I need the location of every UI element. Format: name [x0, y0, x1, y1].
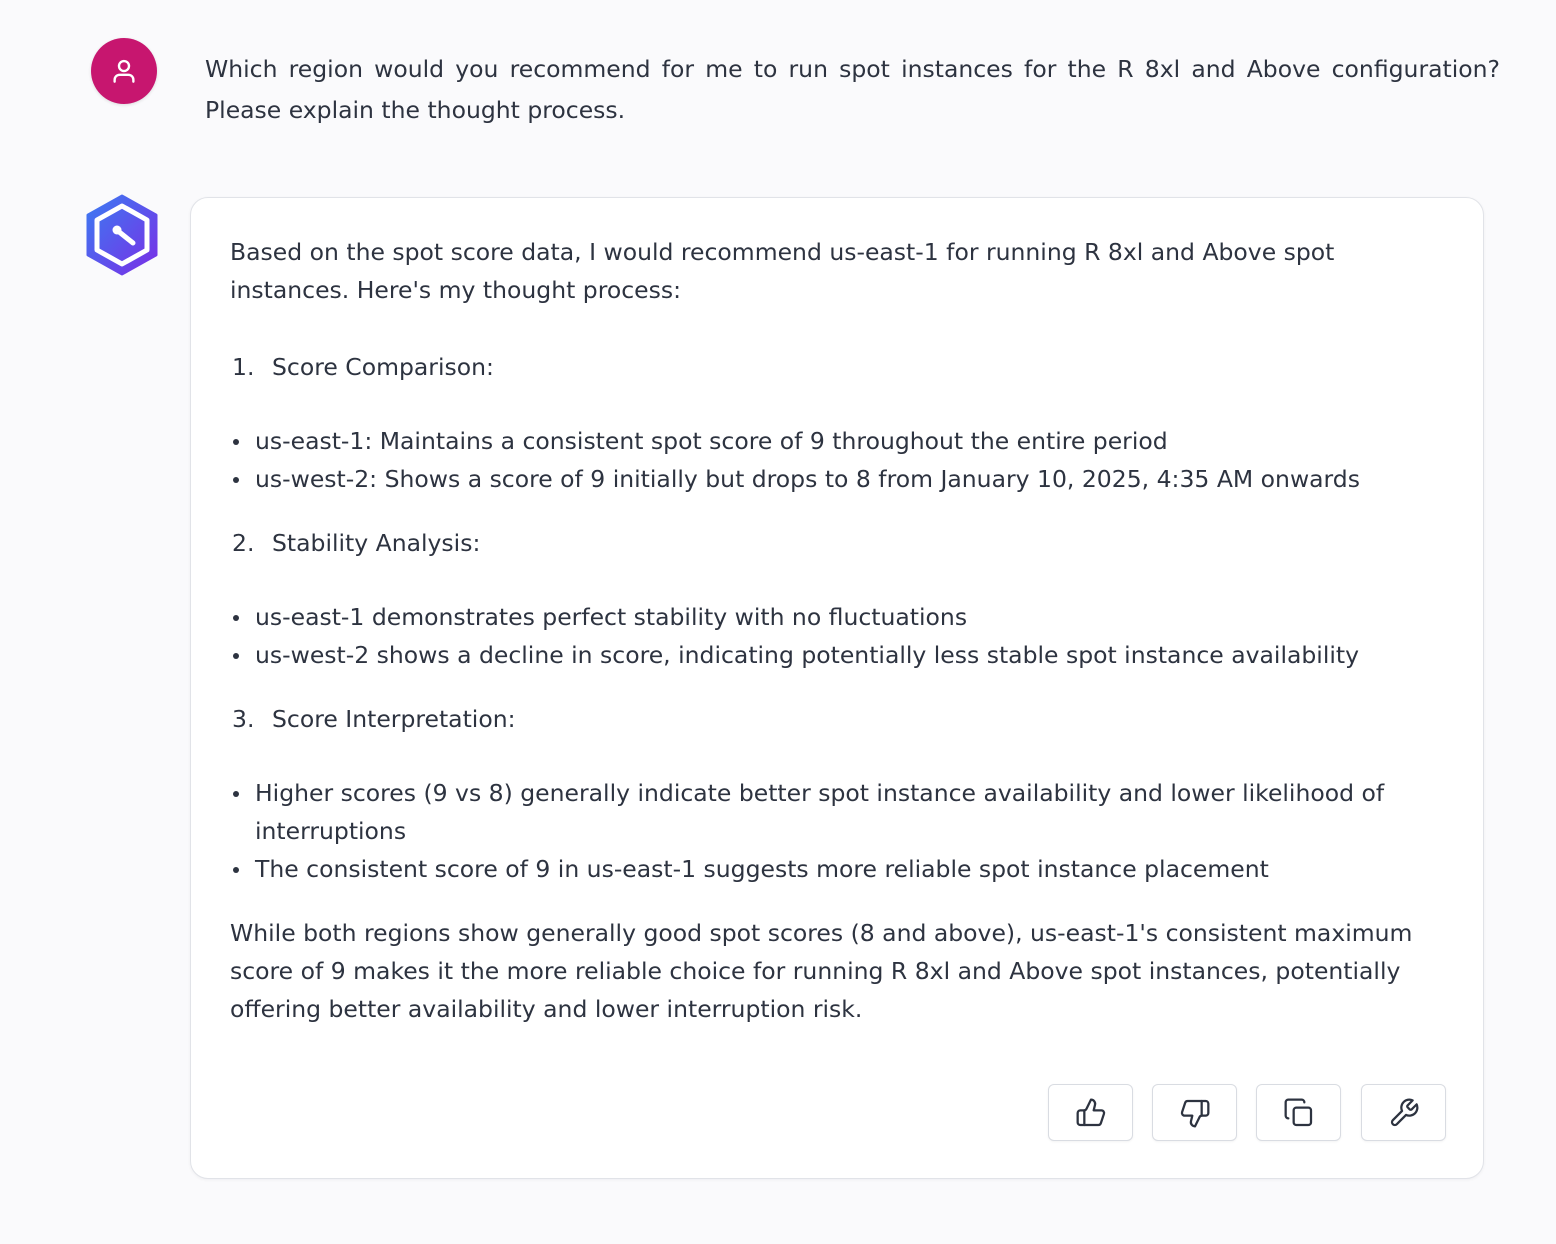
- response-conclusion: While both regions show generally good spot scores (8 and above), us-east-1's consistent maximum score of 9 makes it the more reliable choice for running R 8xl and Above spot instances, potentially offering better availability and lower interruption risk.: [230, 919, 1413, 1023]
- bullet-list: [230, 422, 1450, 498]
- user-icon: [109, 56, 139, 86]
- section-heading: [230, 348, 1450, 386]
- assistant-response: [230, 233, 1450, 1028]
- list-item: us-west-2: Shows a score of 9 initially but drops to 8 from January 10, 2025, 4:35 AM onwards: [230, 460, 1450, 498]
- settings-tool-button[interactable]: [1361, 1084, 1446, 1141]
- bullet-list: [230, 598, 1450, 674]
- section-title: Score Interpretation:: [272, 705, 516, 733]
- thumbs-down-button[interactable]: [1152, 1084, 1237, 1141]
- section-number: 3.: [232, 705, 255, 733]
- copy-button[interactable]: [1256, 1084, 1341, 1141]
- section-heading: [230, 700, 1450, 738]
- section-heading: [230, 524, 1450, 562]
- assistant-response-card: [190, 197, 1484, 1179]
- response-intro: Based on the spot score data, I would recommend us-east-1 for running R 8xl and Above spot instances. Here's my thought process:: [230, 238, 1335, 304]
- user-avatar: [91, 38, 157, 104]
- list-item: us-east-1 demonstrates perfect stability with no fluctuations: [230, 598, 1450, 636]
- section-title: Score Comparison:: [272, 353, 494, 381]
- section-number: 1.: [232, 353, 255, 381]
- list-item: Higher scores (9 vs 8) generally indicate better spot instance availability and lower likelihood of interruptions: [230, 774, 1450, 850]
- list-item: The consistent score of 9 in us-east-1 suggests more reliable spot instance placement: [230, 850, 1450, 888]
- assistant-avatar: [84, 194, 160, 276]
- thumbs-up-icon: [1075, 1097, 1107, 1129]
- section-number: 2.: [232, 529, 255, 557]
- section-title: Stability Analysis:: [272, 529, 481, 557]
- copy-icon: [1283, 1097, 1315, 1129]
- bullet-list: [230, 774, 1450, 888]
- list-item: us-east-1: Maintains a consistent spot score of 9 throughout the entire period: [230, 422, 1450, 460]
- thumbs-down-icon: [1179, 1097, 1211, 1129]
- wrench-icon: [1388, 1097, 1420, 1129]
- thumbs-up-button[interactable]: [1048, 1084, 1133, 1141]
- user-message: Which region would you recommend for me to run spot instances for the R 8xl and Above configuration? Please explain the thought process.: [205, 55, 1500, 124]
- list-item: us-west-2 shows a decline in score, indicating potentially less stable spot instance availability: [230, 636, 1450, 674]
- hexagon-logo-icon: [84, 194, 160, 276]
